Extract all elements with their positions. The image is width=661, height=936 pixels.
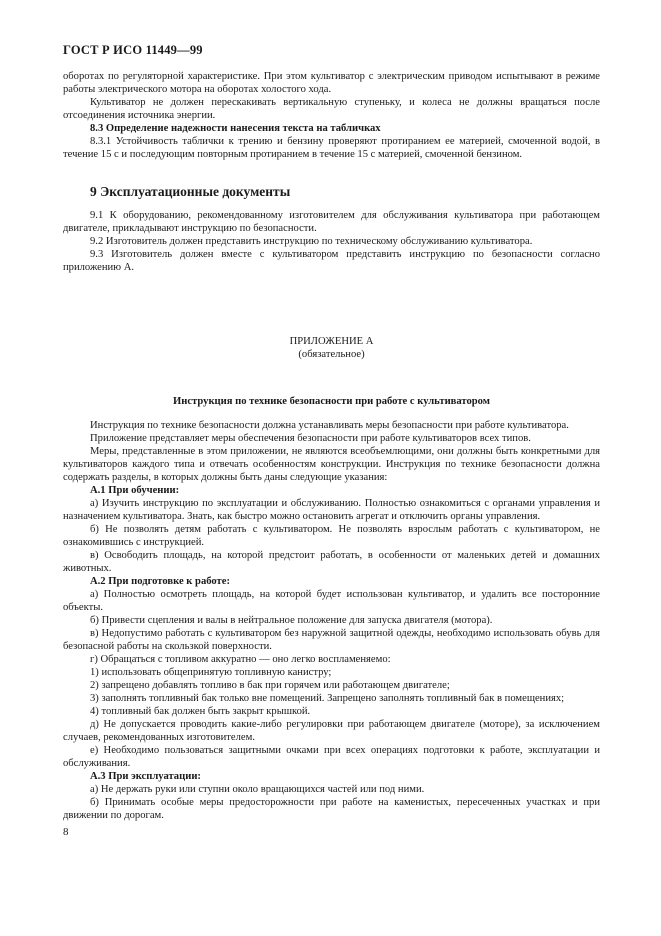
document-header: ГОСТ Р ИСО 11449—99 — [63, 43, 203, 57]
appendix-title-block — [63, 335, 600, 361]
list-item: б) Не позволять детям работать с культиватором. Не позволять взрослым работать с культиватором, не ознакомившись с инструкцией. — [63, 524, 600, 548]
list-item: е) Необходимо пользоваться защитными очками при всех операциях подготовки к работе, эксплуатации и обслуживания. — [63, 745, 600, 769]
appendix-subtitle: (обязательное) — [298, 349, 365, 360]
section-9 — [63, 184, 600, 200]
list-item: а) Изучить инструкцию по эксплуатации и обслуживанию. Полностью ознакомиться с органами управления и назначением культиватора. Знать, как быстро можно остановить агрегат и отключить органы управления. — [63, 498, 600, 522]
list-item: 3) заполнять топливный бак только вне помещений. Запрещено заполнять топливный бак в помещениях; — [90, 693, 565, 704]
document-page — [63, 0, 600, 936]
paragraph: Инструкция по технике безопасности должна устанавливать меры безопасности при работе культиватора. — [90, 420, 569, 431]
paragraph-9-1: 9.1 К оборудованию, рекомендованному изготовителем для обслуживания культиватора при работающем двигателе, прикладывают инструкцию по безопасности. — [63, 210, 600, 234]
subsection-heading-8-3: 8.3 Определение надежности нанесения текста на табличках — [90, 123, 381, 134]
list-item: 1) использовать общепринятую топливную канистру; — [90, 667, 332, 678]
paragraph-8-3-1: 8.3.1 Устойчивость таблички к трению и бензину проверяют протиранием ее материей, смоченной водой, в течение 15 с и последующим повторным протиранием в течение 15 с материей, смоченной бензином. — [63, 136, 600, 160]
paragraph-9-3: 9.3 Изготовитель должен вместе с культиватором представить инструкцию по безопасности согласно приложению А. — [63, 249, 600, 273]
paragraph-9-2: 9.2 Изготовитель должен представить инструкцию по техническому обслуживанию культиватора. — [90, 236, 533, 247]
list-item: д) Не допускается проводить какие-либо регулировки при работающем двигателе (моторе), за исключением случаев, рекомендованных изготовителем. — [63, 719, 600, 743]
clause-label-a3: А.3 При эксплуатации: — [90, 771, 201, 782]
list-item: в) Освободить площадь, на которой предстоит работать, в особенности от маленьких детей и домашних животных. — [63, 550, 600, 574]
clause-label-a2: А.2 При подготовке к работе: — [90, 576, 230, 587]
list-item: б) Принимать особые меры предосторожности при работе на каменистых, пересеченных участках и при движении по дорогам. — [63, 797, 600, 821]
list-item: в) Недопустимо работать с культиватором без наружной защитной одежды, необходимо использовать обувь для безопасной работы на скользкой поверхности. — [63, 628, 600, 652]
paragraph: оборотах по регуляторной характеристике. При этом культиватор с электрическим приводом испытывают в режиме работы электрического мотора на оборотах холостого хода. — [63, 71, 600, 95]
list-item: б) Привести сцепления и валы в нейтральное положение для запуска двигателя (мотора). — [90, 615, 493, 626]
appendix-title: ПРИЛОЖЕНИЕ А — [289, 336, 374, 347]
list-item: 2) запрещено добавлять топливо в бак при горячем или работающем двигателе; — [90, 680, 450, 691]
appendix-heading-block — [63, 395, 600, 408]
paragraph: Культиватор не должен перескакивать вертикальную ступеньку, и колеса не должны вращаться после отсоединения источника энергии. — [63, 97, 600, 121]
paragraph: Меры, представленные в этом приложении, не являются всеобъемлющими, они должны быть конкретными для культиваторов каждого типа и отвечать особенностям конструкции. Инструкция по технике безопасности должна содержать разделы, в которых должны быть даны следующие указания: — [63, 446, 600, 483]
list-item: а) Не держать руки или ступни около вращающихся частей или под ними. — [90, 784, 425, 795]
clause-label-a1: А.1 При обучении: — [90, 485, 180, 496]
section-heading-9: 9 Эксплуатационные документы — [90, 184, 291, 199]
section-8-continuation — [63, 70, 600, 161]
section-9-body — [63, 209, 600, 274]
appendix-heading: Инструкция по технике безопасности при работе с культиватором — [173, 396, 490, 407]
page-number: 8 — [63, 826, 69, 838]
list-item: а) Полностью осмотреть площадь, на которой будет использован культиватор, и удалить все посторонние объекты. — [63, 589, 600, 613]
paragraph: Приложение представляет меры обеспечения безопасности при работе культиваторов всех типов. — [90, 433, 531, 444]
list-item: г) Обращаться с топливом аккуратно — оно легко воспламеняемо: — [90, 654, 391, 665]
list-item: 4) топливный бак должен быть закрыт крышкой. — [90, 706, 311, 717]
appendix-body — [63, 419, 600, 822]
